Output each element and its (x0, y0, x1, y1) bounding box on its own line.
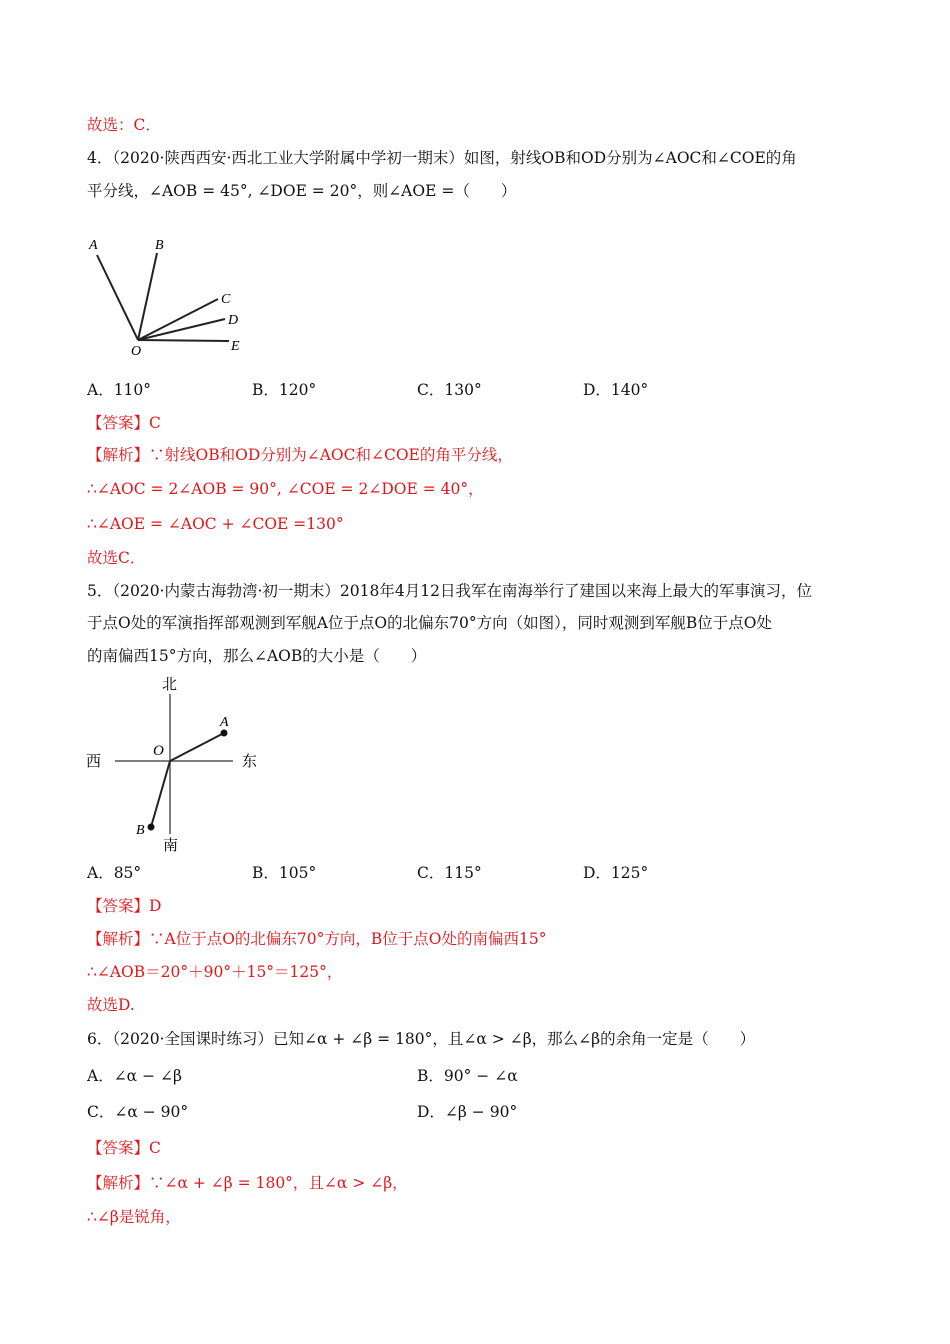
label-west: 西 (86, 754, 102, 770)
q5-choice-d: D．125° (583, 864, 649, 882)
q6-stem-line1: 6．（2020·全国课时练习）已知∠α + ∠β = 180°，且∠α > ∠β，那么∠β的余角一定是（ ） (87, 1030, 756, 1048)
q6-choice-a: A．∠α − ∠β (87, 1067, 182, 1085)
ray-oa (97, 255, 138, 340)
q6-analysis-text-1: ∵∠α + ∠β = 180°，且∠α > ∠β， (149, 1174, 408, 1192)
q6-choice-b: B．90° − ∠α (417, 1067, 518, 1085)
q5-stem-line2: 于点O处的军演指挥部观测到军舰A位于点O的北偏东70°方向（如图），同时观测到军舰B位于点O处 (87, 614, 772, 632)
q6-answer (87, 1137, 161, 1159)
label-e: E (231, 339, 240, 354)
q5-analysis-2: ∴∠AOB＝20°＋90°＋15°＝125°， (87, 963, 343, 981)
label-b: B (136, 823, 145, 838)
q6-analysis-2: ∴∠β是锐角， (87, 1208, 181, 1226)
q4-choice-c: C．130° (417, 381, 482, 399)
q4-answer-value: C (149, 414, 161, 432)
label-south: 南 (163, 838, 179, 854)
label-north: 北 (162, 677, 178, 693)
q4-stem-line2: 平分线，∠AOB = 45°, ∠DOE = 20°，则∠AOE =（ ） (87, 182, 517, 200)
ray-oc (138, 299, 218, 340)
q5-analysis-1 (87, 928, 546, 950)
label-o: O (131, 344, 142, 358)
ray-ob (151, 761, 170, 827)
label-d: D (228, 313, 239, 328)
q6-answer-value: C (149, 1139, 161, 1157)
q5-figure (85, 674, 270, 854)
q6-choice-d: D．∠β − 90° (417, 1103, 518, 1121)
q4-choice-d: D．140° (583, 381, 649, 399)
q6-choice-c: C．∠α − 90° (87, 1103, 189, 1121)
label-b: B (155, 238, 164, 253)
point-a (221, 730, 228, 737)
q5-choice-c: C．115° (417, 864, 482, 882)
q4-answer-label: 【答案】 (87, 414, 150, 432)
q6-analysis-label: 【解析】 (87, 1174, 150, 1192)
q4-analysis-1 (87, 444, 513, 466)
q5-analysis-label: 【解析】 (87, 930, 150, 948)
label-a: A (89, 238, 98, 253)
label-east: 东 (242, 754, 258, 770)
label-o: O (153, 743, 164, 759)
prev-conclusion: 故选：C． (87, 116, 161, 134)
ray-oa (170, 733, 224, 761)
q5-analysis-text-1: ∵A位于点O的北偏东70°方向，B位于点O处的南偏西15° (149, 930, 547, 948)
q5-answer-value: D (149, 897, 162, 915)
q4-analysis-text-1: ∵射线OB和OD分别为∠AOC和∠COE的角平分线， (149, 446, 513, 464)
label-c: C (221, 292, 231, 307)
point-b (148, 824, 155, 831)
q4-conclusion: 故选C． (87, 549, 146, 567)
label-a: A (220, 715, 229, 730)
q4-analysis-3: ∴∠AOE = ∠AOC + ∠COE =130° (87, 515, 344, 533)
q5-choice-a: A．85° (87, 864, 142, 882)
q4-analysis-label: 【解析】 (87, 446, 150, 464)
ray-oe (138, 340, 229, 341)
q4-choice-a: A．110° (87, 381, 152, 399)
q4-stem-line1: 4．（2020·陕西西安·西北工业大学附属中学初一期末）如图，射线OB和OD分别为∠AOC和∠COE的角 (87, 149, 797, 167)
q6-answer-label: 【答案】 (87, 1139, 150, 1157)
q5-answer-label: 【答案】 (87, 897, 150, 915)
q4-figure (85, 233, 255, 358)
q4-analysis-2: ∴∠AOC = 2∠AOB = 90°, ∠COE = 2∠DOE = 40°， (87, 480, 484, 498)
q5-stem-line3: 的南偏西15°方向，那么∠AOB的大小是（ ） (87, 647, 427, 665)
q5-answer (87, 895, 161, 917)
q4-answer (87, 412, 161, 434)
ray-ob (138, 253, 157, 340)
q4-choice-b: B．120° (252, 381, 317, 399)
ray-od (138, 319, 225, 340)
q5-choice-b: B．105° (252, 864, 317, 882)
q5-stem-line1: 5．（2020·内蒙古海勃湾·初一期末）2018年4月12日我军在南海举行了建国以来海上最大的军事演习，位 (87, 582, 812, 600)
q5-conclusion: 故选D. (87, 996, 135, 1014)
q6-analysis-1 (87, 1172, 408, 1194)
